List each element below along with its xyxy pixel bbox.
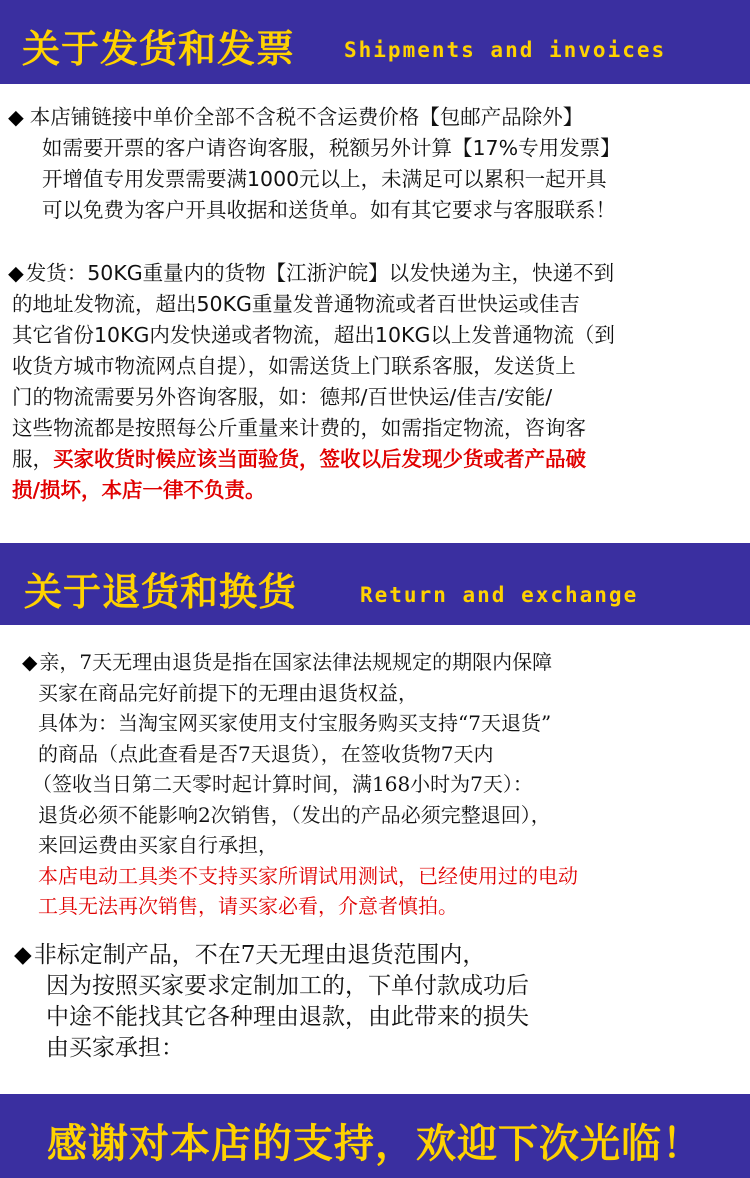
custom-line-3: 中途不能找其它各种理由退款，由此带来的损失 (46, 1004, 529, 1030)
shipping-line-7-prefix: 服， (12, 447, 53, 471)
custom-line-4: 由买家承担： (46, 1035, 184, 1061)
diamond-bullet-icon: ◆ (22, 650, 38, 674)
invoice-line-3: 开增值专用发票需要满1000元以上，未满足可以累积一起开具 (42, 167, 607, 191)
return-line-1: 亲，7天无理由退货是指在国家法律法规规定的期限内保障 (39, 650, 553, 674)
shipping-line-2: 的地址发物流，超出50KG重量发普通物流或者百世快运或佳吉 (12, 292, 580, 316)
inspection-warning: 买家收货时候应该当面验货，签收以后发现少货或者产品破 (53, 447, 586, 471)
shipping-line-5: 门的物流需要另外咨询客服，如：德邦/百世快运/佳吉/安能/ (12, 385, 553, 409)
invoice-notes (8, 102, 748, 226)
liability-warning: 损/损坏，本店一律不负责。 (12, 478, 266, 502)
return-line-6: 退货必须不能影响2次销售，（发出的产品必须完整退回）， (38, 802, 551, 827)
return-header-band (0, 543, 750, 625)
invoice-line-2: 如需要开票的客户请咨询客服，税额另外计算【17%专用发票】 (42, 136, 621, 160)
diamond-bullet-icon: ◆ (8, 261, 24, 285)
invoice-line-1: 本店铺链接中单价全部不含税不含运费价格【包邮产品除外】 (29, 105, 584, 129)
return-line-3: 具体为：当淘宝网买家使用支付宝服务购买支持“7天退货” (38, 711, 552, 735)
shipping-line-6: 这些物流都是按照每公斤重量来计费的，如需指定物流，咨询客 (12, 416, 586, 440)
diamond-bullet-icon: ◆ (14, 942, 32, 968)
return-policy (8, 647, 748, 922)
shipping-notes (8, 258, 748, 506)
custom-product-policy (8, 940, 748, 1064)
power-tool-warning-2: 工具无法再次销售，请买家必看，介意者慎拍。 (38, 894, 458, 918)
return-line-7: 来回运费由买家自行承担， (38, 833, 278, 857)
thanks-message: 感谢对本店的支持，欢迎下次光临！ (47, 1121, 703, 1167)
shipping-line-4: 收货方城市物流网点自提），如需送货上门联系客服，发送货上 (12, 354, 576, 378)
return-line-2: 买家在商品完好前提下的无理由退货权益， (38, 680, 418, 705)
return-line-5: （签收当日第二天零时起计算时间，满168小时为7天）： (32, 772, 533, 796)
shipping-header-band (0, 0, 750, 84)
custom-line-1: 非标定制产品，不在7天无理由退货范围内， (33, 942, 486, 968)
return-line-4: 的商品（点此查看是否7天退货），在签收货物7天内 (38, 741, 494, 766)
return-title-cn: 关于退货和换货 (24, 570, 298, 614)
shipping-line-3: 其它省份10KG内发快递或者物流，超出10KG以上发普通物流（到 (12, 323, 615, 347)
shipping-line-1: 发货：50KG重量内的货物【江浙沪皖】以发快递为主，快递不到 (25, 261, 615, 285)
return-title-en: Return and exchange (360, 583, 639, 607)
custom-line-2: 因为按照买家要求定制加工的，下单付款成功后 (46, 973, 529, 999)
shipping-title-cn: 关于发货和发票 (22, 27, 296, 71)
diamond-bullet-icon: ◆ (8, 105, 24, 129)
invoice-line-4: 可以免费为客户开具收据和送货单。如有其它要求与客服联系！ (42, 198, 616, 222)
footer-band (0, 1094, 750, 1178)
shipping-title-en: Shipments and invoices (344, 38, 667, 62)
power-tool-warning-1: 本店电动工具类不支持买家所谓试用测试，已经使用过的电动 (38, 863, 578, 888)
